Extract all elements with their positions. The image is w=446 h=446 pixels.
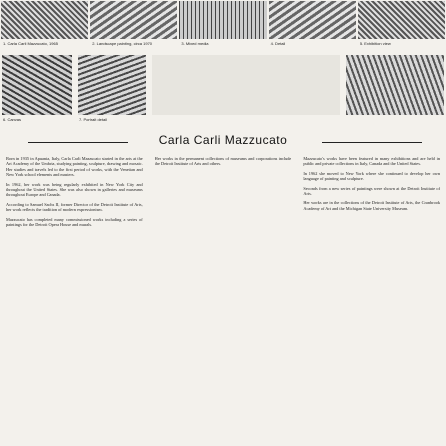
caption-row-second: [0, 116, 446, 130]
paragraph: Her works are in the collections of the Detroit Institute of Arts, the Cranbrook Academy of Art and the Michigan State University Museum.: [303, 200, 441, 211]
photo-caption: 1. Carla Carli Mazzucato, 1965: [3, 41, 58, 46]
photo-caption: 3. Mixed media: [181, 41, 209, 46]
photo: [346, 55, 444, 115]
photo-caption: 4. Detail: [270, 41, 286, 46]
photo-caption: 7. Portrait detail: [79, 117, 108, 122]
paragraph: Born in 1935 in Apuania, Italy, Carla Carli Mazzucato started in the arts at the Art Academy of the Umbria, studying painting, sculpture, drawing and mosaic. Her studies and travels led to the first period of works, with the Venetian and New York school elements and masters.: [6, 156, 143, 178]
photo-caption: 2. Landscape painting, circa 1970: [92, 41, 153, 46]
paragraph: Mazzucato has completed many commissioned works including a series of paintings for the Detroit Opera House and murals.: [6, 216, 143, 228]
photo: [90, 1, 177, 39]
paragraph: In 1962 she moved to New York where she continued to develop her own language of painting and sculpture.: [303, 170, 441, 182]
photo-row-second: [0, 55, 446, 115]
photo-strip-top: [0, 0, 446, 40]
photo-blank: [152, 55, 340, 115]
photo: [358, 1, 445, 39]
text-columns: [6, 156, 440, 442]
title-band: [0, 130, 446, 150]
photo: [1, 1, 88, 39]
text-column-left: [6, 156, 143, 442]
paragraph: In 1962, her work was being regularly exhibited in New York City and throughout the United States. She was also shown in galleries and museums throughout Europe and Canada.: [6, 181, 143, 198]
photo: [269, 1, 356, 39]
photo: [179, 1, 266, 39]
photo-caption: 6. Canvas: [3, 117, 22, 122]
paragraph: Mazzucato's works have been featured in many exhibitions and are held in public and private collections in Italy, Canada and the United States.: [303, 156, 441, 167]
article-title: Carla Carli Mazzucato: [158, 133, 288, 147]
text-column-middle: [155, 156, 292, 442]
photo: [78, 55, 146, 115]
text-column-right: [303, 156, 440, 442]
caption-row-top: [0, 40, 446, 52]
paragraph: Her works in the permanent collections of museums and corporations include the Detroit Institute of Arts and others.: [154, 156, 292, 167]
photo: [2, 55, 72, 115]
paragraph: Seconds from a new series of paintings were shown at the Detroit Institute of Arts.: [303, 185, 441, 197]
photo-caption: 5. Exhibition view: [359, 41, 391, 46]
paragraph: According to Samuel Sachs II, former Director of the Detroit Institute of Arts, her work reflects the tradition of modern expressionism.: [6, 201, 143, 213]
